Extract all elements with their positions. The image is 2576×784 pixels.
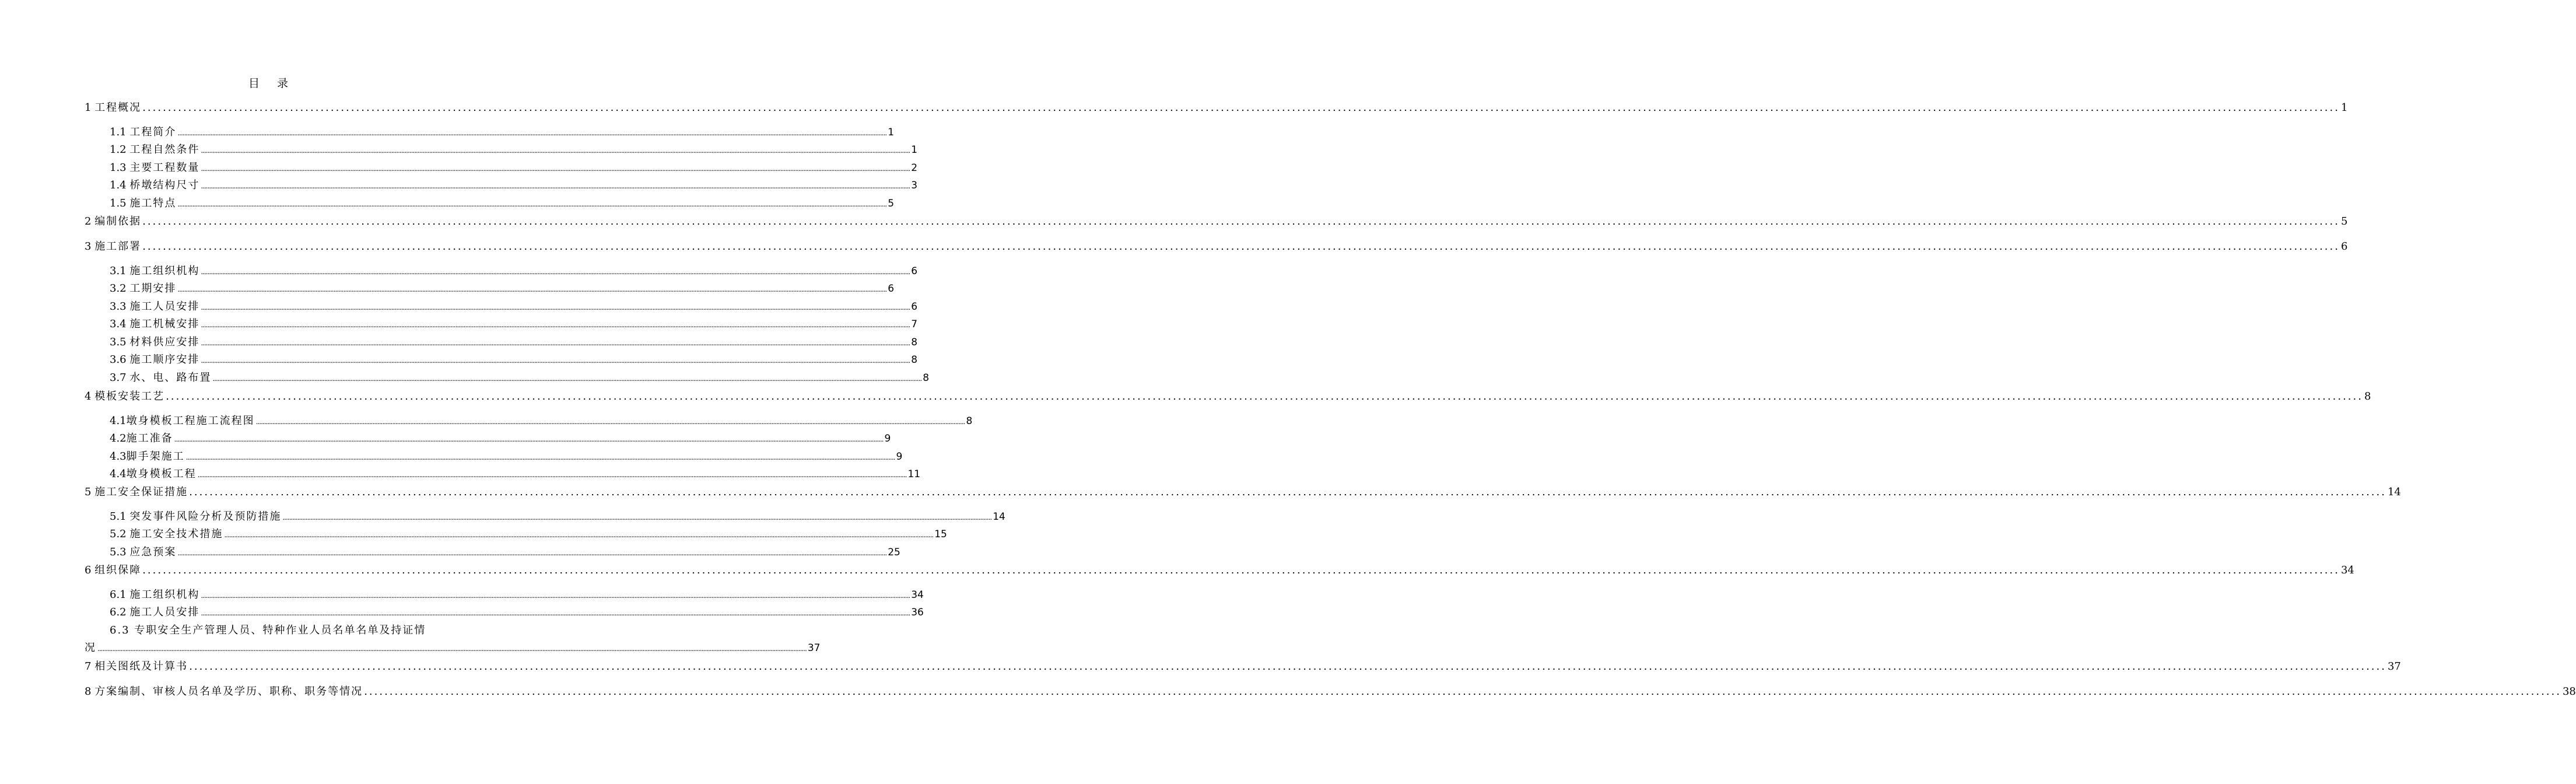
toc-entry[interactable]: [85, 564, 2354, 578]
toc-entry-wrapped[interactable]: [110, 624, 469, 638]
toc-leader: ................................................................................................................................................................................................................................................................................................................................................................................................................................................: [224, 531, 934, 539]
toc-page: 9: [884, 433, 891, 444]
toc-number: 1.5: [110, 197, 130, 209]
toc-entry[interactable]: [110, 527, 947, 541]
toc-leader: ................................................................................................................................................................................................................................................................................................................................................................................................................................................: [177, 549, 887, 557]
toc-number: 6: [85, 564, 95, 576]
toc-leader: ................................................................................................................................................................................................................................................................................................................................................................................................................................................: [177, 285, 887, 293]
toc-label: 专职安全生产管理人员、特种作业人员名单名单及持证情: [134, 624, 426, 636]
toc-label: 工程自然条件: [129, 144, 200, 156]
toc-page: 14: [993, 511, 1005, 523]
toc-page: 6: [911, 265, 918, 277]
toc-label: 施工组织机构: [129, 589, 200, 601]
toc-entry[interactable]: [110, 300, 918, 314]
toc-label: 工程简介: [129, 126, 177, 138]
toc-page: 1: [911, 144, 918, 156]
toc-label: 突发事件风险分析及预防措施: [129, 510, 282, 523]
toc-number: 1: [85, 102, 95, 114]
toc-leader: ................................................................................................................................................................................................................................................................................................................................................................................................................................................: [201, 356, 910, 365]
toc-number: 1.1: [110, 126, 130, 138]
toc-leader: ................................................................................................................................................................................................................................................................................................................................................................................................................................................: [142, 215, 2340, 228]
toc-entry[interactable]: [110, 432, 891, 446]
toc-page: 3: [911, 180, 918, 191]
toc-page: 7: [911, 318, 918, 330]
toc-number: 3.4: [110, 318, 130, 330]
toc-leader: ................................................................................................................................................................................................................................................................................................................................................................................................................................................: [197, 471, 907, 479]
toc-leader: ................................................................................................................................................................................................................................................................................................................................................................................................................................................: [189, 486, 2386, 498]
toc-label: 施工机械安排: [129, 318, 200, 330]
toc-label: 主要工程数量: [129, 162, 200, 174]
toc-leader: ................................................................................................................................................................................................................................................................................................................................................................................................................................................: [142, 240, 2340, 253]
toc-number: 1.4: [110, 179, 130, 191]
toc-entry[interactable]: [85, 485, 2401, 499]
toc-entry[interactable]: [110, 545, 900, 559]
toc-number: 4.2: [110, 432, 127, 444]
toc-number: 8: [85, 685, 95, 698]
toc-number: 1.2: [110, 144, 130, 156]
toc-label: 材料供应安排: [129, 336, 200, 348]
toc-entry[interactable]: [110, 606, 924, 620]
toc-label: 施工顺序安排: [129, 354, 200, 366]
toc-entry[interactable]: [110, 143, 918, 157]
toc-page: 8: [923, 372, 930, 384]
toc-page: 9: [896, 451, 903, 463]
toc-entry[interactable]: [110, 197, 895, 211]
toc-label: 施工组织机构: [129, 265, 200, 277]
toc-number: 6.1: [110, 589, 130, 601]
toc-entry[interactable]: [110, 371, 930, 385]
toc-leader: ................................................................................................................................................................................................................................................................................................................................................................................................................................................: [282, 513, 992, 522]
toc-label: 施工部署: [94, 240, 142, 253]
toc-number: 5.2: [110, 528, 130, 540]
toc-page: 1: [2340, 102, 2348, 114]
toc-number: 6.3: [110, 624, 135, 636]
toc-number: 5: [85, 486, 95, 498]
toc-leader: ................................................................................................................................................................................................................................................................................................................................................................................................................................................: [185, 453, 895, 461]
toc-page: 8: [966, 415, 973, 427]
toc-label: 方案编制、审核人员名单及学历、职称、职务等情况: [94, 685, 363, 698]
toc-entry[interactable]: [110, 317, 918, 331]
toc-leader: ................................................................................................................................................................................................................................................................................................................................................................................................................................................: [177, 200, 887, 208]
toc-page: 5: [2340, 215, 2348, 228]
toc-page: 37: [807, 642, 821, 654]
toc-leader: ................................................................................................................................................................................................................................................................................................................................................................................................................................................: [201, 321, 910, 329]
toc-entry[interactable]: [85, 101, 2348, 115]
toc-label: 相关图纸及计算书: [94, 660, 188, 673]
toc-number: 7: [85, 660, 95, 673]
toc-label: 桥墩结构尺寸: [129, 179, 200, 191]
toc-page: 34: [911, 589, 924, 601]
toc-entry[interactable]: [110, 178, 918, 192]
toc-entry-continuation[interactable]: [85, 641, 821, 655]
toc-number: 4: [85, 390, 95, 402]
toc-number: 3.1: [110, 265, 130, 277]
toc-label: 工期安排: [129, 282, 177, 295]
toc-entry[interactable]: [110, 450, 903, 464]
toc-leader: ................................................................................................................................................................................................................................................................................................................................................................................................................................................: [201, 164, 910, 173]
toc-leader: ................................................................................................................................................................................................................................................................................................................................................................................................................................................: [201, 592, 910, 600]
toc-entry[interactable]: [110, 161, 918, 175]
toc-page: 25: [888, 547, 900, 558]
toc-page: 37: [2387, 660, 2401, 673]
toc-leader: ................................................................................................................................................................................................................................................................................................................................................................................................................................................: [201, 303, 910, 312]
toc-title: 目录: [248, 77, 306, 90]
toc-leader: ................................................................................................................................................................................................................................................................................................................................................................................................................................................: [166, 390, 2363, 402]
toc-page: 8: [911, 337, 918, 348]
toc-entry[interactable]: [85, 240, 2348, 254]
toc-leader: ................................................................................................................................................................................................................................................................................................................................................................................................................................................: [201, 609, 910, 617]
toc-label: 施工准备: [126, 432, 173, 444]
toc-page: 5: [888, 198, 895, 209]
toc-number: 1.3: [110, 162, 130, 174]
toc-label: 施工人员安排: [129, 300, 200, 313]
toc-label: 施工人员安排: [129, 606, 200, 618]
toc-page: 8: [911, 354, 918, 366]
toc-number: 3: [85, 240, 95, 253]
toc-number: 3.6: [110, 354, 130, 366]
toc-page: 6: [888, 283, 895, 295]
toc-page: 6: [2340, 240, 2348, 253]
toc-page: 36: [911, 607, 924, 618]
toc-entry[interactable]: [110, 588, 924, 602]
toc-label: 应急预案: [129, 546, 177, 558]
toc-entry[interactable]: [110, 414, 973, 428]
toc-entry[interactable]: [110, 353, 918, 367]
toc-leader: ................................................................................................................................................................................................................................................................................................................................................................................................................................................: [142, 564, 2340, 576]
toc-number: 4.1: [110, 415, 127, 427]
toc-page: 14: [2387, 486, 2401, 498]
toc-label: 施工安全保证措施: [94, 486, 188, 498]
toc-entry[interactable]: [85, 660, 2401, 674]
toc-number: 2: [85, 215, 95, 228]
toc-number: 6.2: [110, 606, 130, 618]
toc-leader: ................................................................................................................................................................................................................................................................................................................................................................................................................................................: [201, 182, 910, 190]
toc-entry[interactable]: [85, 390, 2371, 404]
toc-entry[interactable]: [110, 510, 1005, 524]
toc-label: 墩身模板工程: [126, 468, 197, 480]
toc-leader: ................................................................................................................................................................................................................................................................................................................................................................................................................................................: [189, 660, 2386, 673]
toc-page: 11: [907, 468, 921, 480]
toc-number: 3.5: [110, 336, 130, 348]
toc-page: 38: [2562, 685, 2576, 698]
toc-label: 施工安全技术措施: [129, 528, 223, 540]
toc-label: 水、电、路布置: [129, 372, 212, 384]
toc-number: 5.3: [110, 546, 130, 558]
toc-entry[interactable]: [85, 685, 2576, 699]
toc-page: 6: [911, 301, 918, 313]
toc-number: 3.7: [110, 372, 130, 384]
toc-entry[interactable]: [85, 215, 2348, 229]
toc-number: 5.1: [110, 510, 130, 523]
toc-page: 2: [911, 162, 918, 174]
toc-entry[interactable]: [110, 264, 918, 278]
toc-number: 3.2: [110, 282, 130, 295]
toc-number: 4.4: [110, 468, 127, 480]
toc-label-continuation: 况: [85, 642, 96, 654]
toc-entry[interactable]: [110, 282, 895, 296]
toc-number: 4.3: [110, 450, 127, 463]
toc-leader: ................................................................................................................................................................................................................................................................................................................................................................................................................................................: [212, 374, 922, 383]
toc-page: 34: [2340, 564, 2354, 576]
toc-entry[interactable]: [110, 467, 921, 481]
toc-page: 8: [2364, 390, 2371, 402]
toc-entry[interactable]: [110, 335, 918, 349]
toc-label: 施工特点: [129, 197, 177, 209]
toc-leader: ................................................................................................................................................................................................................................................................................................................................................................................................................................................: [97, 645, 807, 653]
toc-leader: ................................................................................................................................................................................................................................................................................................................................................................................................................................................: [174, 435, 884, 443]
toc-label: 脚手架施工: [126, 450, 185, 463]
toc-label: 工程概况: [94, 102, 142, 114]
toc-leader: ................................................................................................................................................................................................................................................................................................................................................................................................................................................: [201, 339, 910, 347]
toc-entry[interactable]: [110, 125, 895, 139]
toc-label: 组织保障: [94, 564, 142, 576]
toc-leader: ................................................................................................................................................................................................................................................................................................................................................................................................................................................: [142, 102, 2340, 114]
toc-label: 编制依据: [94, 215, 142, 228]
toc-leader: ................................................................................................................................................................................................................................................................................................................................................................................................................................................: [255, 418, 965, 426]
toc-page: 15: [934, 528, 947, 540]
toc-page: 1: [888, 127, 895, 138]
toc-number: 3.3: [110, 300, 130, 313]
toc-leader: ................................................................................................................................................................................................................................................................................................................................................................................................................................................: [177, 129, 887, 137]
toc-leader: ................................................................................................................................................................................................................................................................................................................................................................................................................................................: [201, 146, 910, 155]
toc-leader: ................................................................................................................................................................................................................................................................................................................................................................................................................................................: [364, 685, 2561, 698]
toc-leader: ................................................................................................................................................................................................................................................................................................................................................................................................................................................: [201, 268, 910, 276]
toc-label: 模板安装工艺: [94, 390, 165, 402]
toc-label: 墩身模板工程施工流程图: [126, 415, 255, 427]
